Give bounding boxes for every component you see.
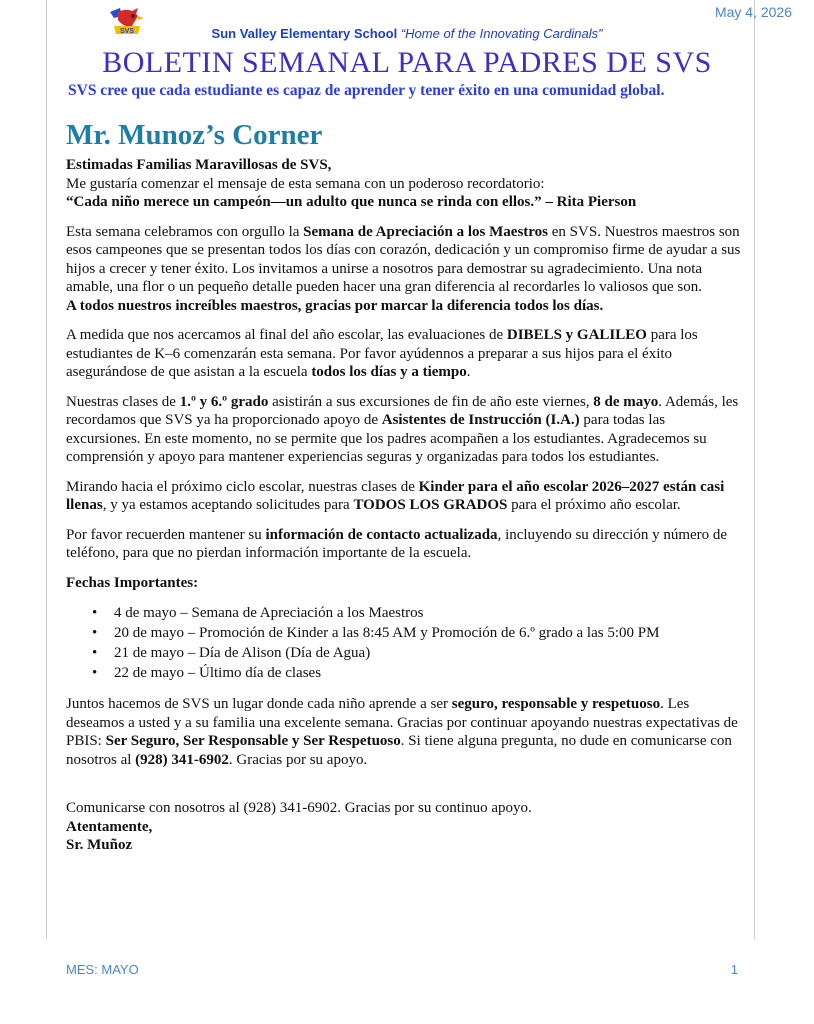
- text-bold: seguro, responsable y respetuoso: [451, 696, 661, 712]
- paragraph-pbis: [66, 695, 742, 769]
- closing-block: [66, 799, 742, 855]
- text-bold: todos los días y a tiempo: [311, 364, 467, 380]
- list-item: [92, 663, 742, 683]
- closing-contact: Comunicarse con nosotros al (928) 341-6902. Gracias por su continuo apoyo.: [66, 800, 532, 816]
- phone-number: (928) 341-6902: [135, 751, 229, 768]
- paragraph-field-trips: [66, 393, 742, 467]
- list-item-text: 20 de mayo – Promoción de Kinder a las 8:45 AM y Promoción de 6.º grado a las 5:00 PM: [114, 625, 660, 641]
- text-bold: información de contacto actualizada: [265, 526, 498, 543]
- text-bold: Asistentes de Instrucción (I.A.): [381, 412, 580, 428]
- bullet: •: [92, 625, 98, 641]
- newsletter-date: May 4, 2026: [714, 4, 792, 20]
- corner-title: Mr. Munoz’s Corner: [66, 119, 323, 151]
- list-item: [92, 603, 742, 623]
- dates-heading: [66, 574, 742, 593]
- text: .: [466, 364, 471, 380]
- mission-statement: SVS cree que cada estudiante es capaz de aprender y tener éxito en una comunidad global.: [68, 82, 665, 99]
- text: Mirando hacia el próximo ciclo escolar, nuestras clases de: [66, 478, 419, 495]
- text: Nuestras clases de: [66, 393, 180, 410]
- text-bold: Kinder para el año escolar 2026–2027 están casi llenas: [66, 478, 725, 513]
- text: para todas las excursiones. En este momento, no se permite que los padres acompañen a los estudiantes. Agradecemos su comprensión y apoyo para mantener experiencias seguras y organizadas para todos los estudiantes.: [66, 412, 707, 465]
- signature: Sr. Muñoz: [66, 837, 133, 853]
- dates-heading-text: Fechas Importantes:: [66, 574, 199, 591]
- thank-you-teachers: A todos nuestros increíbles maestros, gracias por marcar la diferencia todos los días.: [66, 297, 604, 314]
- text-bold: TODOS LOS GRADOS: [353, 497, 508, 513]
- text-bold: 1.º y 6.º grado: [179, 393, 269, 410]
- intro-text: Me gustaría comenzar el mensaje de esta semana con un poderoso recordatorio:: [66, 175, 545, 192]
- quote: “Cada niño merece un campeón—un adulto que nunca se rinda con ellos.” – Rita Pierson: [66, 194, 637, 210]
- greeting-block: [66, 156, 742, 212]
- footer-month: MES: MAYO: [66, 962, 139, 977]
- text-bold: DIBELS y GALILEO: [506, 327, 647, 343]
- school-header: [0, 26, 814, 41]
- school-name: Sun Valley Elementary School: [211, 26, 398, 41]
- closing-regards: Atentamente,: [66, 818, 153, 835]
- page-border-right: [754, 0, 755, 940]
- text: . Les deseamos a usted y a su familia una excelente semana. Gracias por continuar apoyando nuestras expectativas de PBIS:: [66, 696, 738, 749]
- text: Por favor recuerden mantener su: [66, 526, 266, 543]
- text: . Gracias por su apoyo.: [228, 751, 368, 768]
- paragraph-contact-info: [66, 526, 742, 563]
- text: , y ya estamos aceptando solicitudes para: [102, 497, 354, 513]
- text-bold: 8 de mayo: [593, 393, 659, 410]
- text: asistirán a sus excursiones de fin de año este viernes,: [268, 393, 594, 410]
- text: en SVS. Nuestros maestros son esos campeones que se presentan todos los días con corazón, dedicación y un compromiso firme de ayudar a sus hijos a crecer y tener éxito. Los invitamos a unirse a nosotros para demostrar su agradecimiento. Una nota amable, una flor o un pequeño detalle pueden hacer una gran diferencia al recordarles lo valiosos que son.: [66, 223, 741, 295]
- page-border-left: [46, 0, 47, 940]
- bullet: •: [92, 645, 98, 661]
- paragraph-teacher-appreciation: [66, 223, 742, 316]
- svg-text:SVS: SVS: [119, 28, 135, 35]
- text: para los estudiantes de K–6 comenzarán esta semana. Por favor ayúdennos a preparar a sus hijos para el éxito asegurándose de que asistan a la escuela: [66, 327, 698, 380]
- text: Esta semana celebramos con orgullo la: [66, 223, 304, 240]
- text-bold: Ser Seguro, Ser Responsable y Ser Respetuoso: [105, 733, 401, 749]
- list-item: [92, 623, 742, 643]
- text: A medida que nos acercamos al final del año escolar, las evaluaciones de: [66, 327, 507, 343]
- page-number: 1: [730, 962, 738, 977]
- school-motto: “Home of the Innovating Cardinals”: [400, 26, 603, 41]
- text-bold: Semana de Apreciación a los Maestros: [303, 223, 549, 240]
- bulletin-title: BOLETIN SEMANAL PARA PADRES DE SVS: [102, 46, 712, 79]
- bullet: •: [92, 605, 98, 621]
- greeting: Estimadas Familias Maravillosas de SVS,: [66, 157, 332, 173]
- newsletter-body: [66, 118, 742, 866]
- list-item-text: 4 de mayo – Semana de Apreciación a los Maestros: [114, 605, 424, 621]
- bullet: •: [92, 665, 98, 681]
- text: . Si tiene alguna pregunta, no dude en comunicarse con nosotros al: [66, 733, 732, 768]
- text: Juntos hacemos de SVS un lugar donde cada niño aprende a ser: [66, 696, 452, 712]
- text: . Además, les recordamos que SVS ya ha proporcionado apoyo de: [66, 393, 739, 428]
- text: para el próximo año escolar.: [507, 497, 681, 513]
- important-dates-list: [66, 603, 742, 683]
- list-item-text: 22 de mayo – Último día de clases: [114, 665, 322, 681]
- list-item: [92, 643, 742, 663]
- paragraph-enrollment: [66, 478, 742, 515]
- text: , incluyendo su dirección y número de teléfono, para que no pierdan información importante de la escuela.: [66, 526, 728, 561]
- paragraph-assessments: [66, 326, 742, 382]
- list-item-text: 21 de mayo – Día de Alison (Día de Agua): [114, 645, 371, 661]
